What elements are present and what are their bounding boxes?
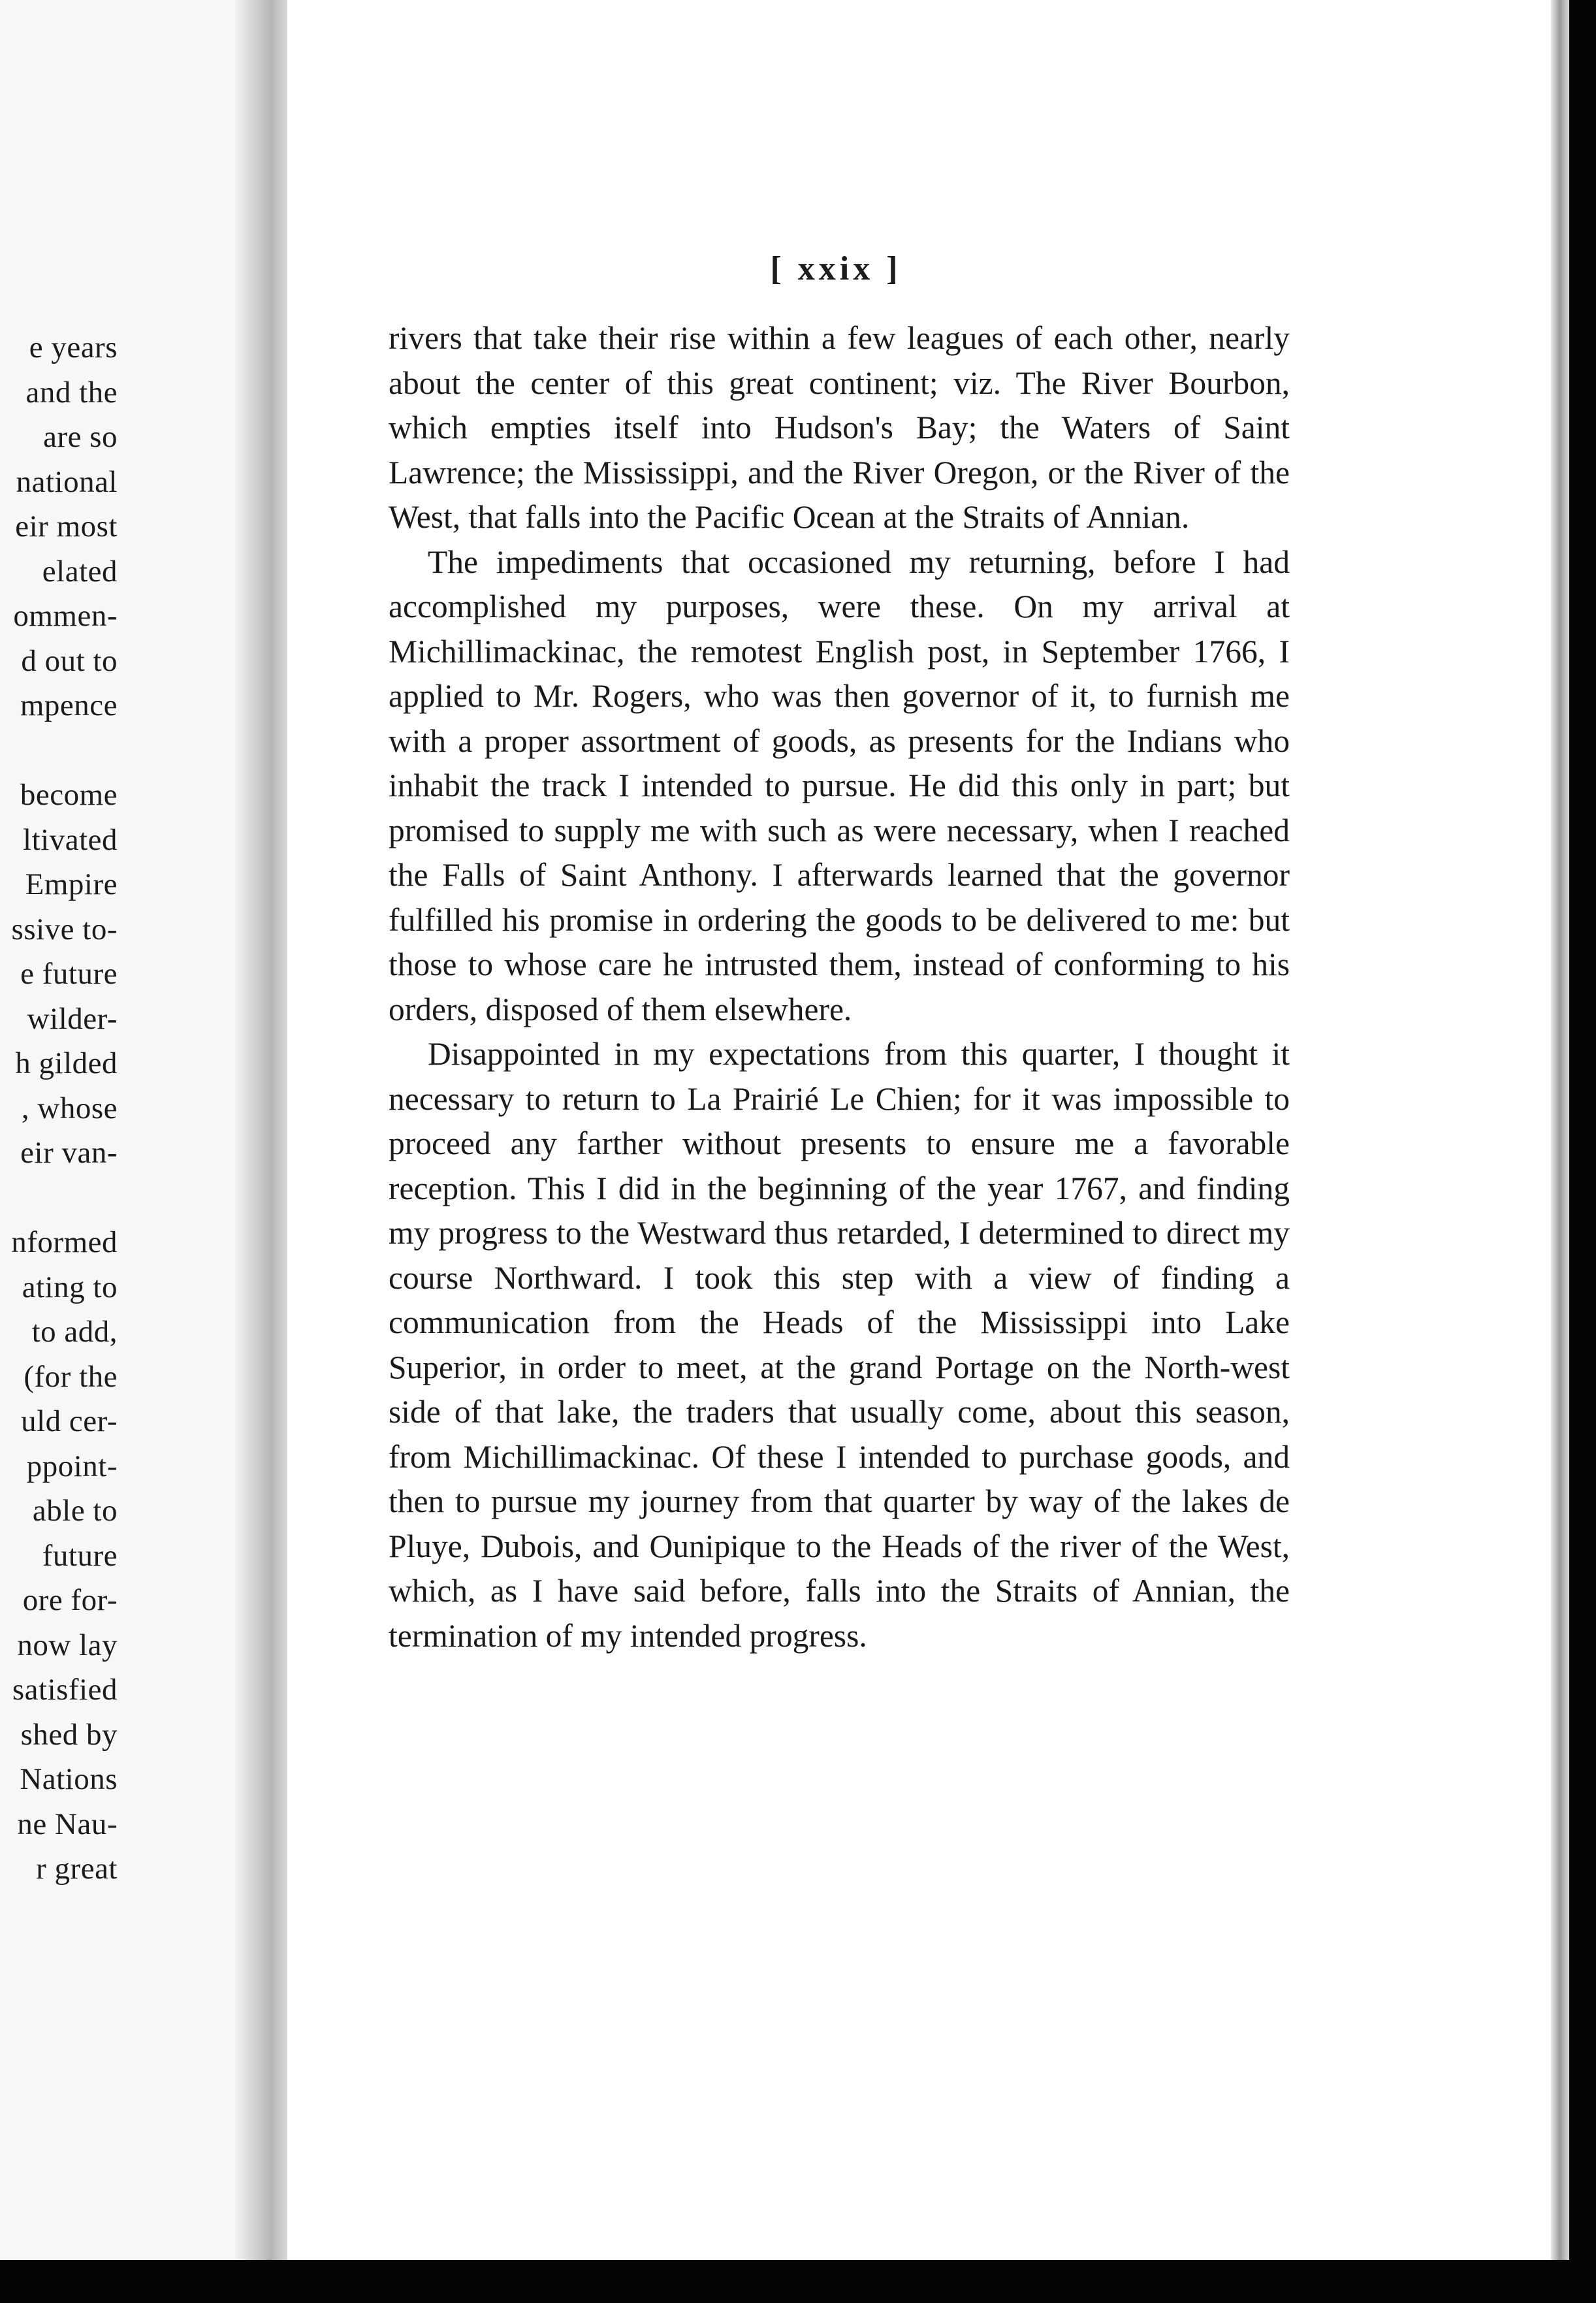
scan-border-bottom xyxy=(0,2260,1596,2303)
left-fragment: uld cer- xyxy=(21,1404,118,1438)
left-fragment: ne Nau- xyxy=(17,1807,118,1841)
left-fragment: Empire xyxy=(25,867,118,901)
left-fragment-gap xyxy=(0,728,118,773)
left-fragment: r great xyxy=(36,1852,118,1886)
left-fragment: wilder- xyxy=(27,1001,118,1036)
left-fragment: ltivated xyxy=(23,822,118,857)
left-fragment: ommen- xyxy=(13,599,118,633)
left-fragment: shed by xyxy=(20,1717,118,1752)
paragraph-1: rivers that take their rise within a few leagues of each other, nearly about the center of this great continent; viz. The River Bourbon, which empties itself into Hudson's Bay; the Waters of Saint Lawrence; the Mississippi, and the River Oregon, or the River of the West, that falls into the Pacific Ocean at the Straits of Annian. xyxy=(389,320,1290,535)
left-fragment: and the xyxy=(25,375,118,410)
page-edge-shadow xyxy=(1551,0,1569,2303)
left-fragment: h gilded xyxy=(15,1046,118,1080)
left-fragment: future xyxy=(42,1538,118,1573)
left-page-text-fragments xyxy=(0,325,118,1892)
left-fragment: mpence xyxy=(20,688,118,722)
scan-border-right xyxy=(1569,0,1596,2303)
left-fragment: elated xyxy=(42,554,118,588)
left-fragment-gap xyxy=(0,1176,118,1221)
left-fragment: ppoint- xyxy=(26,1449,118,1483)
page-body-text xyxy=(389,316,1290,1658)
paragraph-2: The impediments that occasioned my returning, before I had accomplished my purposes, were these. On my arrival at Michillimackinac, the remotest English post, in September 1766, I applied to Mr. Rogers, who was then governor of it, to furnish me with a proper assortment of goods, as presents for the Indians who inhabit the track I intended to pursue. He did this only in part; but promised to supply me with such as were necessary, when I reached the Falls of Saint Anthony. I afterwards learned that the governor fulfilled his promise in ordering the goods to be delivered to me: but those to whose care he intrusted them, instead of conforming to his orders, disposed of them elsewhere. xyxy=(389,543,1290,1027)
left-facing-page xyxy=(0,0,268,2303)
left-fragment: d out to xyxy=(21,643,118,678)
left-fragment: ssive to- xyxy=(11,912,118,946)
left-fragment: able to xyxy=(32,1494,118,1528)
paragraph-3: Disappointed in my expectations from this quarter, I thought it necessary to return to La Prairié Le Chien; for it was impossible to proceed any farther without presents to ensure me a favorable reception. This I did in the beginning of the year 1767, and finding my progress to the Westward thus retarded, I determined to direct my course Northward. I took this step with a view of finding a communication from the Heads of the Mississippi into Lake Superior, in order to meet, at the grand Portage on the North-west side of that lake, the traders that usually come, about this season, from Michillimackinac. Of these I intended to purchase goods, and then to pursue my journey from that quarter by way of the lakes de Pluye, Dubois, and Ounipique to the Heads of the river of the West, which, as I have said before, falls into the Straits of Annian, the termination of my intended progress. xyxy=(389,1036,1290,1654)
left-fragment: now lay xyxy=(17,1628,118,1662)
left-fragment: ore for- xyxy=(22,1583,118,1617)
left-fragment: nformed xyxy=(11,1225,118,1259)
left-fragment: become xyxy=(20,778,118,812)
left-fragment: e future xyxy=(20,957,118,991)
left-fragment: national xyxy=(16,464,118,499)
left-fragment: satisfied xyxy=(12,1673,118,1707)
left-fragment: to add, xyxy=(31,1315,118,1349)
left-fragment: ating to xyxy=(22,1270,118,1304)
left-fragment: eir van- xyxy=(20,1136,118,1170)
left-fragment: e years xyxy=(29,330,118,364)
page-number: [ xxix ] xyxy=(770,250,902,287)
left-fragment: , whose xyxy=(21,1091,118,1125)
left-fragment: (for the xyxy=(24,1359,118,1394)
left-fragment: are so xyxy=(43,420,118,454)
left-fragment: eir most xyxy=(15,509,118,543)
left-fragment: Nations xyxy=(20,1762,118,1796)
